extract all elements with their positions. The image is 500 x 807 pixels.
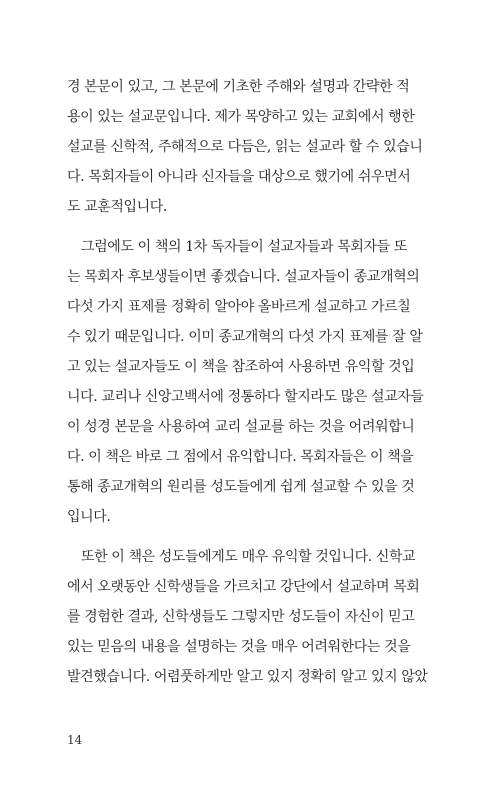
paragraph xyxy=(67,72,423,222)
text-line: 입니다. xyxy=(67,509,111,525)
text-line: 고 있는 설교자들도 이 책을 참조하여 사용하면 유익할 것입 xyxy=(67,359,415,375)
page-number: 14 xyxy=(67,733,83,747)
text-line: 통해 종교개혁의 원리를 성도들에게 쉽게 설교할 수 있을 것 xyxy=(67,479,415,495)
paragraph xyxy=(67,542,428,692)
text-line: 또한 이 책은 성도들에게도 매우 유익할 것입니다. 신학교 xyxy=(81,549,416,565)
text-line: 이 성경 본문을 사용하여 교리 설교를 하는 것을 어려워합니 xyxy=(67,419,415,435)
text-line: 니다. 교리나 신앙고백서에 정통하다 할지라도 많은 설교자들 xyxy=(67,389,424,405)
text-line: 는 목회자 후보생들이면 좋겠습니다. 설교자들이 종교개혁의 xyxy=(67,269,420,285)
text-line: 그럼에도 이 책의 1차 독자들이 설교자들과 목회자들 또 xyxy=(81,239,407,255)
text-line: 에서 오랫동안 신학생들을 가르치고 강단에서 설교하며 목회 xyxy=(67,579,420,595)
text-line: 를 경험한 결과, 신학생들도 그렇지만 성도들이 자신이 믿고 xyxy=(67,609,415,625)
text-line: 다섯 가지 표제를 정확히 알아야 올바르게 설교하고 가르칠 xyxy=(67,299,411,315)
text-line: 용이 있는 설교문입니다. 제가 목양하고 있는 교회에서 행한 xyxy=(67,109,415,125)
text-line: 있는 믿음의 내용을 설명하는 것을 매우 어려워한다는 것을 xyxy=(67,639,411,655)
text-line: 도 교훈적입니다. xyxy=(67,199,167,215)
paragraph xyxy=(67,232,424,532)
body-text xyxy=(67,72,428,692)
text-line: 수 있기 때문입니다. 이미 종교개혁의 다섯 가지 표제를 잘 알 xyxy=(67,329,423,345)
text-line: 발견했습니다. 어렴풋하게만 알고 있지 정확히 알고 있지 않았 xyxy=(67,669,428,685)
text-line: 다. 이 책은 바로 그 점에서 유익합니다. 목회자들은 이 책을 xyxy=(67,449,414,465)
text-line: 경 본문이 있고, 그 본문에 기초한 주해와 설명과 간략한 적 xyxy=(67,79,410,95)
text-line: 설교를 신학적, 주해적으로 다듬은, 읽는 설교라 할 수 있습니 xyxy=(67,139,423,155)
text-line: 다. 목회자들이 아니라 신자들을 대상으로 했기에 쉬우면서 xyxy=(67,169,411,185)
